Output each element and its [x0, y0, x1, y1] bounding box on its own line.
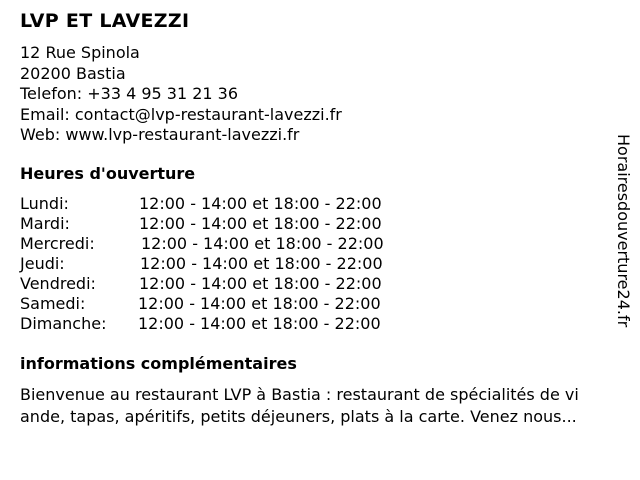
- website: Web: www.lvp-restaurant-lavezzi.fr: [20, 125, 300, 144]
- time-range: 12:00 - 14:00 et 18:00 - 22:00: [139, 274, 382, 293]
- day-label: Lundi:: [20, 194, 69, 213]
- day-label: Samedi:: [20, 294, 86, 313]
- day-label: Jeudi:: [20, 254, 65, 273]
- address-city: 20200 Bastia: [20, 63, 126, 83]
- additional-info-heading: informations complémentaires: [20, 354, 297, 373]
- time-range: 12:00 - 14:00 et 18:00 - 22:00: [139, 194, 382, 213]
- opening-hours-heading: Heures d'ouverture: [20, 164, 196, 183]
- day-label: Vendredi:: [20, 274, 96, 293]
- time-range: 12:00 - 14:00 et 18:00 - 22:00: [141, 234, 384, 253]
- business-name: LVP ET LAVEZZI: [20, 10, 190, 32]
- description-line: ande, tapas, apéritifs, petits déjeuners, plats à la carte. Venez nous...: [20, 407, 577, 426]
- time-range: 12:00 - 14:00 et 18:00 - 22:00: [138, 314, 381, 333]
- description-text: [20, 384, 632, 428]
- time-range: 12:00 - 14:00 et 18:00 - 22:00: [138, 294, 381, 313]
- description-line: Bienvenue au restaurant LVP à Bastia : restaurant de spécialités de vi: [20, 385, 579, 404]
- phone-number: Telefon: +33 4 95 31 21 36: [20, 84, 239, 103]
- day-label: Mardi:: [20, 214, 70, 233]
- time-range: 12:00 - 14:00 et 18:00 - 22:00: [139, 214, 382, 233]
- contact-details: [20, 43, 342, 146]
- site-watermark: Horairesdouverture24.fr: [614, 134, 633, 328]
- day-label: Mercredi:: [20, 234, 95, 253]
- email-address: Email: contact@lvp-restaurant-lavezzi.fr: [20, 104, 342, 124]
- address-street: 12 Rue Spinola: [20, 43, 140, 62]
- day-label: Dimanche:: [20, 314, 107, 333]
- time-range: 12:00 - 14:00 et 18:00 - 22:00: [140, 254, 383, 273]
